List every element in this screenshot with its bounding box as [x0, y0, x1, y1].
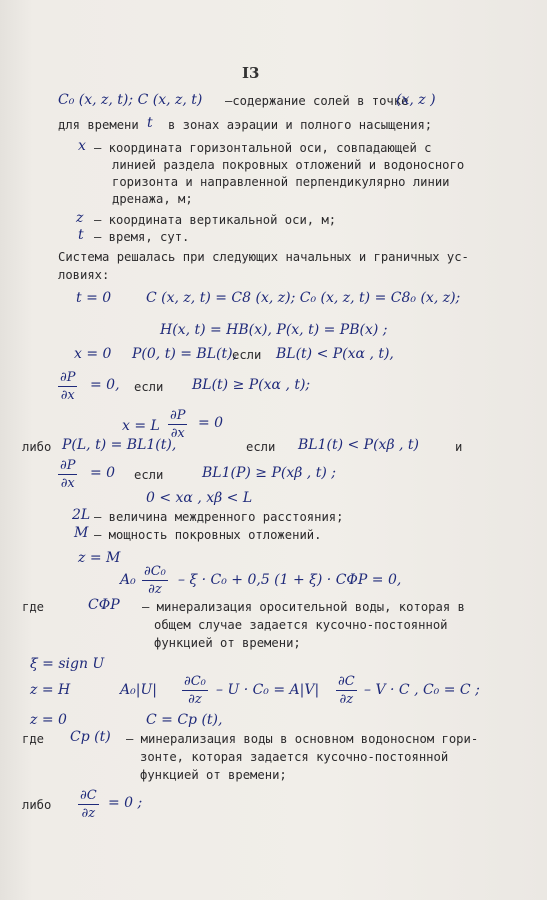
text-libo-2: либо [22, 798, 52, 812]
symbol-M: M [74, 525, 89, 541]
fraction-num: ∂C₀ [184, 674, 206, 689]
fraction-den: ∂x [170, 426, 185, 441]
fraction-den: ∂z [81, 806, 96, 821]
cond-x0-eq: P(0, t) = BL(t), [132, 346, 237, 362]
gde2-line1: – минерализация воды в основном водоносном гори- [126, 732, 479, 746]
def-x-line4: дренажа, м; [112, 192, 193, 206]
text-gde-1: где [22, 600, 45, 614]
cond-t0-eq: C (x, z, t) = C8 (x, z); C₀ (x, z, t) = C8₀ (x, z); [146, 290, 461, 306]
gde1-line2: общем случае задается кусочно-постоянной [154, 618, 448, 632]
cond-4: BL1(P) ≥ P(xβ , t) ; [202, 465, 336, 481]
def-symbol-x: x [78, 138, 86, 154]
def-symbol-z: z [76, 210, 84, 226]
zH-A0U: A₀|U| [120, 682, 157, 698]
text-zones: в зонах аэрации и полного насыщения; [168, 118, 433, 132]
inequalities: 0 < xα , xβ < L [146, 490, 253, 506]
formula-point: (x, z ) [396, 92, 436, 108]
cond-x0-condition: BL(t) < P(xα , t), [276, 346, 394, 362]
cond-zH-label: z = H [30, 682, 71, 698]
fraction-num: ∂P [170, 408, 186, 423]
xi-definition: ξ = sign U [30, 656, 105, 672]
fraction-den: ∂x [60, 476, 75, 491]
symbol-t: t [147, 115, 153, 131]
def-t-line1: – время, сут. [94, 230, 190, 244]
system-text-line1: Система решалась при следующих начальных и граничных ус- [58, 250, 469, 264]
def-x-line2: линией раздела покровных отложений и водоносного [112, 158, 465, 172]
zM-rest: – ξ · C₀ + 0,5 (1 + ξ) · CΦP = 0, [178, 572, 402, 588]
gde2-line3: функцией от времени; [140, 768, 287, 782]
text-esli-2: если [134, 380, 164, 394]
def-symbol-t: t [78, 227, 84, 243]
def-x-line1: – координата горизонтальной оси, совпадающей с [94, 141, 432, 155]
fraction-num: ∂P [60, 370, 76, 385]
gde2-line2: зонте, которая задается кусочно-постоянной [140, 750, 449, 764]
fraction-num: ∂P [60, 458, 76, 473]
cond-z0-eq: C = Cp (t), [146, 712, 223, 728]
text-esli-1: если [232, 348, 262, 362]
cond-2: BL(t) ≥ P(xα , t); [192, 377, 311, 393]
eq-zero-3: = 0 [90, 465, 116, 481]
def-x-line3: горизонта и направленной перпендикулярно линии [112, 175, 450, 189]
fraction-den: ∂x [60, 388, 75, 403]
text-salt-content: –содержание солей в точке [225, 94, 409, 108]
fraction-dP-dx-3 [58, 458, 77, 491]
def-2L: – величина междренного расстояния; [94, 510, 344, 524]
gde1-line1: – минерализация оросительной воды, которая в [142, 600, 465, 614]
system-text-line2: ловиях: [58, 268, 110, 282]
eq-zero-1: = 0, [90, 377, 120, 393]
zM-A0: A₀ [120, 572, 136, 588]
text-gde-2: где [22, 732, 45, 746]
text-esli-3: если [246, 440, 276, 454]
cond-t0-label: t = 0 [76, 290, 112, 306]
cond-3: BL1(t) < P(xβ , t) [298, 437, 419, 453]
def-z-line1: – координата вертикальной оси, м; [94, 213, 337, 227]
last-eq: = 0 ; [108, 795, 143, 811]
text-and: и [455, 440, 463, 454]
def-M: – мощность покровных отложений. [94, 528, 322, 542]
fraction-den: ∂z [148, 582, 162, 597]
fraction-den: ∂z [188, 692, 202, 707]
zH-mid: – U · C₀ = A|V| [216, 682, 320, 698]
symbol-Cp: Cp (t) [70, 729, 111, 745]
fraction-dC-dz-1 [336, 674, 357, 707]
page-number: I3 [242, 64, 260, 82]
text-esli-4: если [134, 468, 164, 482]
formula-concentration-vars: C₀ (x, z, t); C (x, z, t) [58, 92, 203, 108]
cond-pL-eq: P(L, t) = BL1(t), [62, 437, 177, 453]
fraction-den: ∂z [339, 692, 354, 707]
cond-zM-label: z = M [78, 550, 121, 566]
eq-zero-2: = 0 [198, 415, 224, 431]
cond-h-eq: H(x, t) = HB(x), P(x, t) = PB(x) ; [160, 322, 388, 338]
fraction-dC0-dz-2 [182, 674, 208, 707]
symbol-2L: 2L [72, 507, 91, 523]
cond-x0-label: x = 0 [74, 346, 112, 362]
text-for-time: для времени [58, 118, 139, 132]
zH-tail: – V · C , C₀ = C ; [364, 682, 480, 698]
fraction-num: ∂C [338, 674, 355, 689]
fraction-dC-dz-2 [78, 788, 99, 821]
gde1-line3: функцией от времени; [154, 636, 301, 650]
symbol-CFP: CΦP [88, 597, 120, 613]
fraction-num: ∂C [80, 788, 97, 803]
fraction-dP-dx-1 [58, 370, 77, 403]
cond-z0-label: z = 0 [30, 712, 67, 728]
fraction-num: ∂C₀ [144, 564, 166, 579]
cond-xL-label: x = L [122, 418, 160, 434]
fraction-dC0-dz-1 [142, 564, 168, 597]
text-libo-1: либо [22, 440, 52, 454]
